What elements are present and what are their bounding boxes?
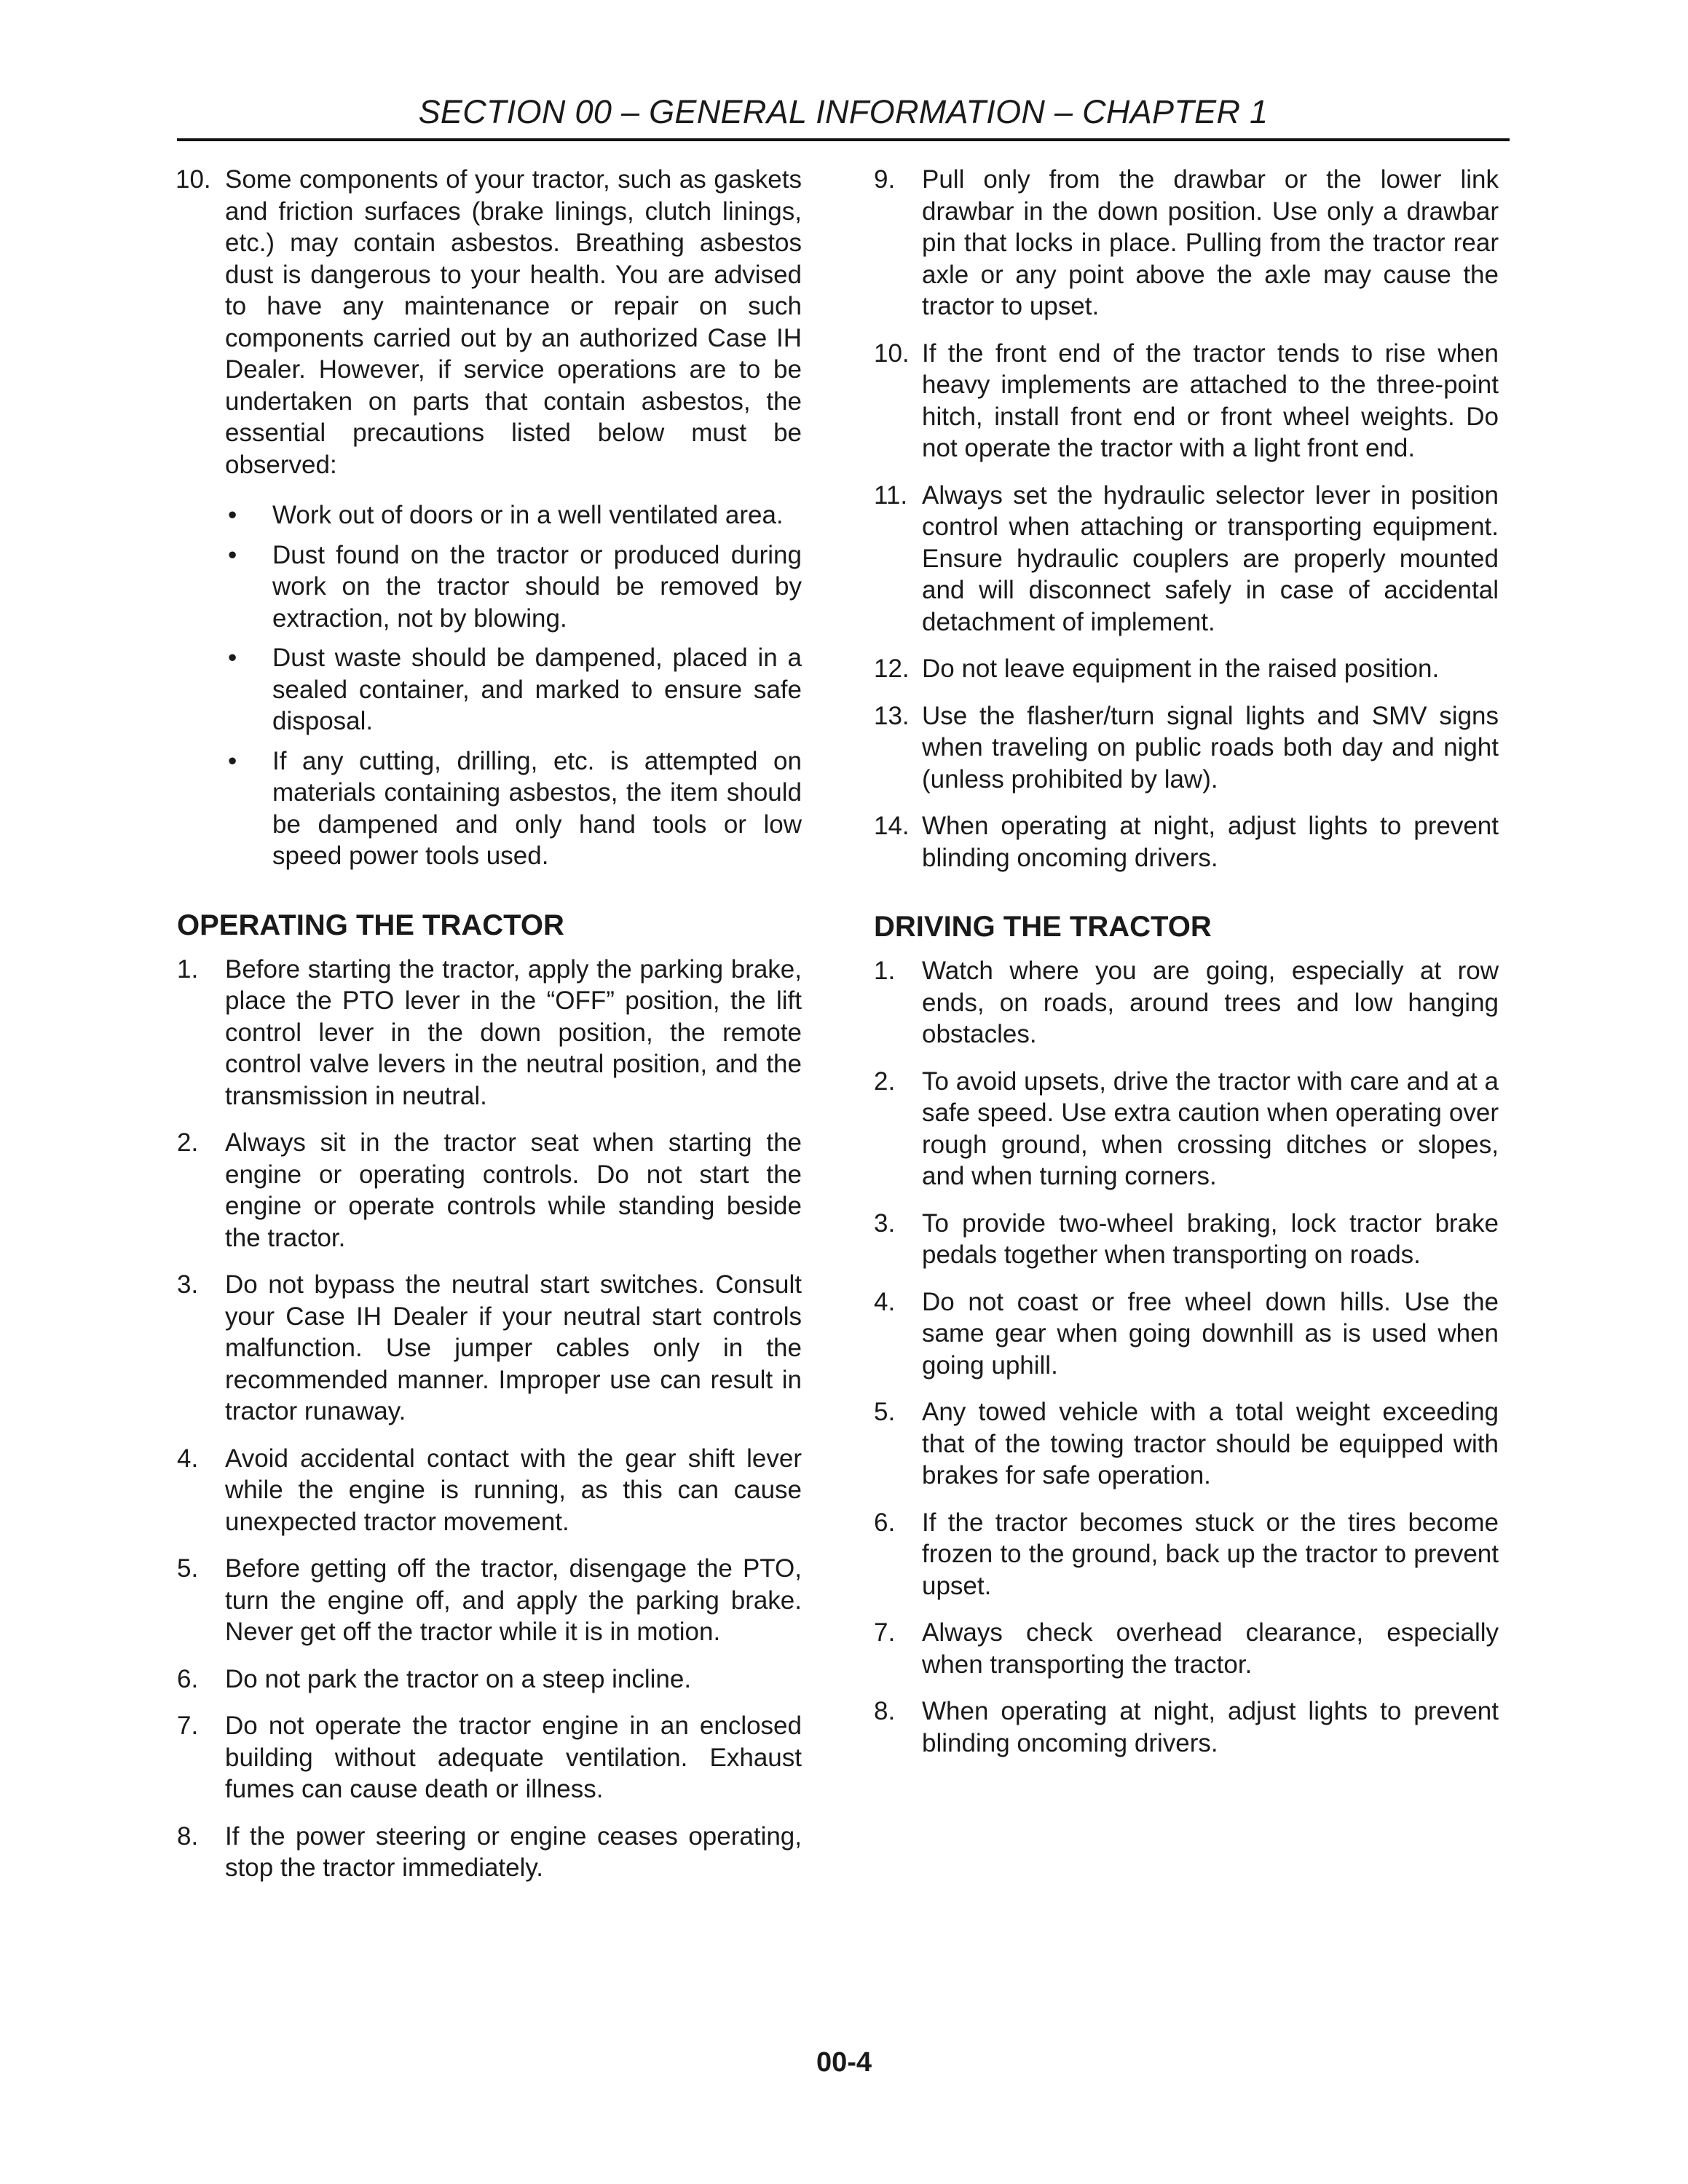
item-text: Before getting off the tractor, disengage the PTO, turn the engine off, and apply the parking brake. Never get off the tractor while it is in motion. — [225, 1554, 802, 1646]
list-item — [177, 164, 802, 480]
asbestos-precautions-list — [225, 499, 802, 872]
item-text: Any towed vehicle with a total weight exceeding that of the towing tractor should be equipped with brakes for safe operation. — [922, 1398, 1499, 1489]
item-number: 3. — [874, 1208, 896, 1238]
item-number: 13. — [874, 701, 910, 730]
operating-heading: OPERATING THE TRACTOR — [177, 909, 564, 941]
item-text: Always sit in the tractor seat when starting the engine or operating controls. Do not start the engine or operate controls while standing beside the tractor. — [225, 1128, 802, 1252]
item-text: Avoid accidental contact with the gear shift lever while the engine is running, as this can cause unexpected tractor movement. — [225, 1444, 802, 1536]
item-number: 2. — [874, 1067, 896, 1096]
bullet-icon: • — [228, 540, 237, 569]
item-text: If the front end of the tractor tends to rise when heavy implements are attached to the three-point hitch, install front end or front wheel weights. Do not operate the tractor with a light front end. — [922, 339, 1499, 462]
bullet-icon: • — [228, 746, 237, 775]
list-item — [874, 480, 1499, 638]
item-number: 6. — [177, 1664, 199, 1693]
item-number: 8. — [177, 1821, 199, 1851]
item-text: If the power steering or engine ceases operating, stop the tractor immediately. — [225, 1821, 802, 1882]
item-text: Always check overhead clearance, especially when transporting the tractor. — [922, 1618, 1499, 1679]
bullet-item — [225, 642, 802, 737]
list-item — [874, 1208, 1499, 1271]
item-text: Pull only from the drawbar or the lower link drawbar in the down position. Use only a drawbar pin that locks in place. Pulling from the tractor rear axle or any point above the axle may cause the tractor to upset. — [922, 165, 1499, 320]
item-number: 10. — [175, 165, 211, 194]
item-text: Do not leave equipment in the raised position. — [922, 654, 1440, 683]
list-item — [177, 1663, 802, 1696]
list-item — [874, 164, 1499, 323]
list-item — [874, 1507, 1499, 1602]
bullet-text: Work out of doors or in a well ventilated area. — [272, 501, 784, 529]
item-text: Some components of your tractor, such as gaskets and friction surfaces (brake linings, clutch linings, etc.) may contain asbestos. Breathing asbestos dust is dangerous to your health. You are advised to have any maintenance or repair on such components carried out by an authorized Case IH Dealer. However, if service operations are to be undertaken on parts that contain asbestos, the essential precautions listed below must be observed: — [225, 165, 802, 479]
bullet-item — [225, 745, 802, 872]
list-item — [177, 1127, 802, 1254]
right-column — [874, 164, 1499, 1774]
list-item — [874, 955, 1499, 1051]
list-item — [874, 338, 1499, 464]
item-number: 11. — [874, 480, 908, 510]
bullet-text: If any cutting, drilling, etc. is attempted on materials containing asbestos, the item should be dampened and only hand tools or low speed power tools used. — [272, 746, 802, 870]
page-number: 00-4 — [816, 2047, 872, 2078]
item-number: 4. — [177, 1444, 199, 1473]
item-number: 12. — [874, 654, 910, 683]
section-header: SECTION 00 – GENERAL INFORMATION – CHAPTER 1 — [418, 93, 1269, 130]
item-number: 6. — [874, 1508, 896, 1537]
list-item — [874, 700, 1499, 796]
bullet-item — [225, 539, 802, 635]
item-number: 1. — [874, 957, 896, 985]
list-item — [177, 1269, 802, 1428]
list-item — [177, 1710, 802, 1805]
bullet-text: Dust waste should be dampened, placed in a sealed container, and marked to ensure safe disposal. — [272, 644, 802, 735]
header-rule — [177, 138, 1510, 141]
bullet-item — [225, 499, 802, 531]
item-number: 2. — [177, 1128, 199, 1157]
list-item — [874, 1066, 1499, 1192]
item-text: Do not bypass the neutral start switches. Consult your Case IH Dealer if your neutral start controls malfunction. Use jumper cables only in the recommended manner. Improper use can result in tractor runaway. — [225, 1270, 802, 1425]
item-number: 10. — [874, 339, 910, 368]
item-number: 14. — [874, 812, 910, 840]
item-text: Do not operate the tractor engine in an enclosed building without adequate ventilation. Exhaust fumes can cause death or illness. — [225, 1712, 802, 1803]
list-item — [874, 1286, 1499, 1382]
list-item — [874, 1396, 1499, 1492]
item-text: Use the flasher/turn signal lights and SMV signs when traveling on public roads both day and night (unless prohibited by law). — [922, 701, 1499, 794]
list-item — [177, 1553, 802, 1648]
bullet-text: Dust found on the tractor or produced during work on the tractor should be removed by extraction, not by blowing. — [272, 540, 802, 633]
item-number: 7. — [177, 1712, 199, 1740]
item-number: 8. — [874, 1697, 896, 1725]
driving-heading: DRIVING THE TRACTOR — [874, 911, 1212, 943]
list-item — [874, 810, 1499, 874]
item-text: If the tractor becomes stuck or the tires become frozen to the ground, back up the tractor to prevent upset. — [922, 1508, 1499, 1600]
item-text: Always set the hydraulic selector lever in position control when attaching or transporting equipment. Ensure hydraulic couplers are properly mounted and will disconnect safely in case of accidental detachment of implement. — [922, 480, 1499, 636]
bullet-icon: • — [228, 644, 237, 672]
item-number: 4. — [874, 1287, 896, 1316]
item-text: To provide two-wheel braking, lock tractor brake pedals together when transporting on roads. — [922, 1208, 1499, 1269]
left-column — [177, 164, 802, 1899]
item-number: 5. — [874, 1398, 896, 1426]
list-item — [874, 1617, 1499, 1680]
item-number: 3. — [177, 1270, 199, 1299]
item-text: When operating at night, adjust lights to prevent blinding oncoming drivers. — [922, 1697, 1499, 1757]
bullet-icon: • — [228, 501, 237, 529]
item-text: Before starting the tractor, apply the parking brake, place the PTO lever in the “OFF” position, the lift control lever in the down position, the remote control valve levers in the neutral position, and the transmission in neutral. — [225, 954, 802, 1110]
list-item — [874, 653, 1499, 685]
item-text: Do not park the tractor on a steep incline. — [225, 1664, 692, 1693]
list-item — [177, 954, 802, 1112]
item-text: To avoid upsets, drive the tractor with care and at a safe speed. Use extra caution when operating over rough ground, when crossing ditches or slopes, and when turning corners. — [922, 1067, 1499, 1190]
item-number: 9. — [874, 165, 896, 194]
item-text: When operating at night, adjust lights to prevent blinding oncoming drivers. — [922, 812, 1499, 872]
item-text: Do not coast or free wheel down hills. Use the same gear when going downhill as is used when going uphill. — [922, 1287, 1499, 1380]
list-item — [177, 1821, 802, 1884]
list-item — [177, 1443, 802, 1538]
list-item — [874, 1696, 1499, 1759]
item-text: Watch where you are going, especially at row ends, on roads, around trees and low hanging obstacles. — [922, 957, 1499, 1048]
item-number: 7. — [874, 1618, 896, 1647]
item-number: 5. — [177, 1554, 199, 1583]
item-number: 1. — [177, 954, 199, 984]
